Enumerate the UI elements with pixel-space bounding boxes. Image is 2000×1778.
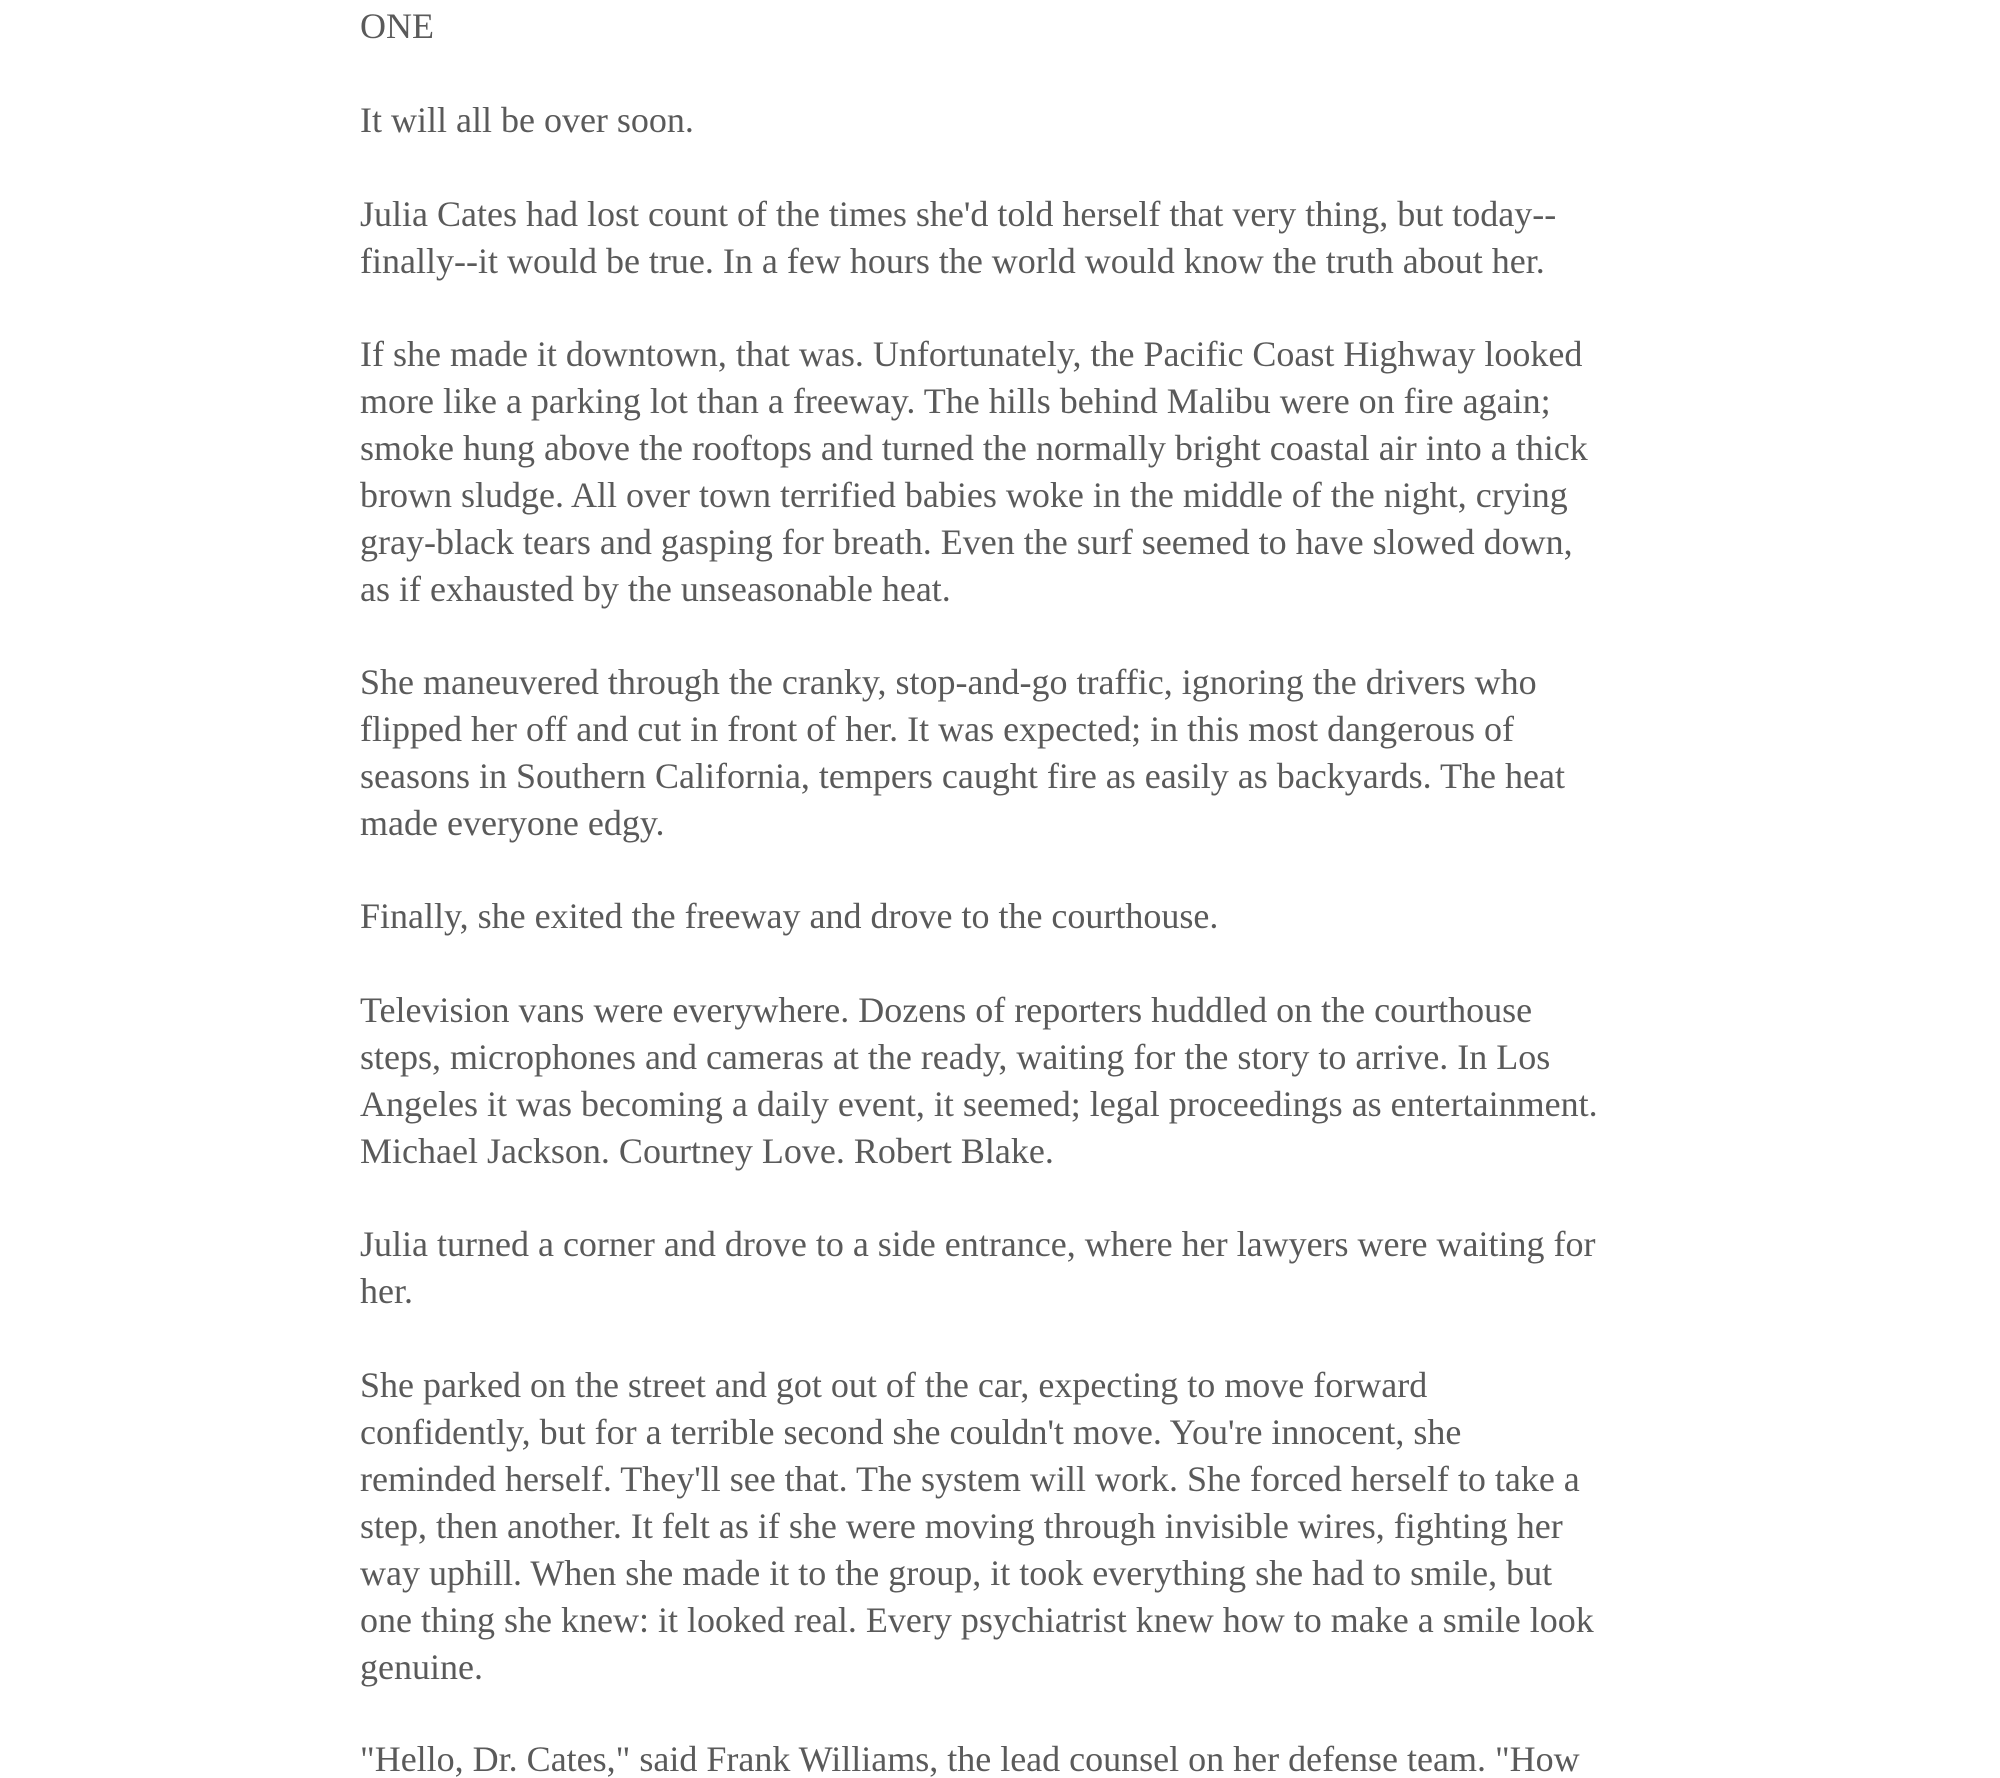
paragraph: If she made it downtown, that was. Unfortunately, the Pacific Coast Highway looked more like a parking lot than a freeway. The hills behind Malibu were on fire again; smoke hung above the rooftops and turned the normally bright coastal air into a thick brown sludge. All over town terrified babies woke in the middle of the night, crying gray-black tears and gasping for breath. Even the surf seemed to have slowed down, as if exhausted by the unseasonable heat.	[360, 334, 1588, 609]
paragraph: Julia turned a corner and drove to a side entrance, where her lawyers were waiting for her.	[360, 1224, 1596, 1311]
paragraph: "Hello, Dr. Cates," said Frank Williams, the lead counsel on her defense team. "How	[360, 1739, 1580, 1778]
paragraph: She parked on the street and got out of the car, expecting to move forward confidently, but for a terrible second she couldn't move. You're innocent, she reminded herself. They'll see that. The system will work. She forced herself to take a step, then another. It felt as if she were moving through invisible wires, fighting her way uphill. When she made it to the group, it took everything she had to smile, but one thing she knew: it looked real. Every psychiatrist knew how to make a smile look genuine.	[360, 1365, 1594, 1687]
paragraph: Finally, she exited the freeway and drove to the courthouse.	[360, 896, 1219, 936]
chapter-heading: ONE	[360, 6, 434, 46]
document-page	[360, 0, 1670, 1778]
paragraph: Television vans were everywhere. Dozens of reporters huddled on the courthouse steps, microphones and cameras at the ready, waiting for the story to arrive. In Los Angeles it was becoming a daily event, it seemed; legal proceedings as entertainment. Michael Jackson. Courtney Love. Robert Blake.	[360, 990, 1598, 1171]
paragraph: It will all be over soon.	[360, 100, 694, 140]
paragraph: Julia Cates had lost count of the times she'd told herself that very thing, but today-- finally--it would be true. In a few hours the world would know the truth about her.	[360, 194, 1557, 281]
paragraph: She maneuvered through the cranky, stop-and-go traffic, ignoring the drivers who flipped her off and cut in front of her. It was expected; in this most dangerous of seasons in Southern California, tempers caught fire as easily as backyards. The heat made everyone edgy.	[360, 662, 1565, 843]
